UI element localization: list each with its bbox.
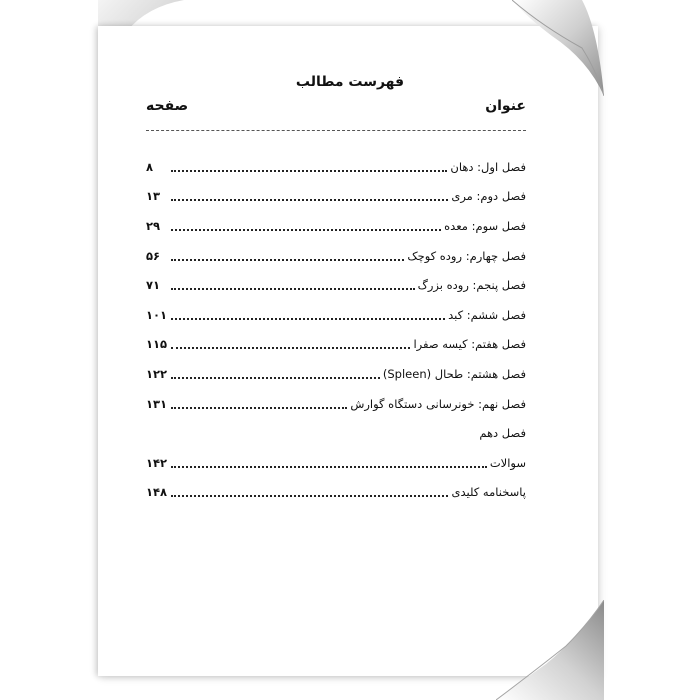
toc-entry bbox=[146, 270, 526, 300]
toc-entry-page: ۵۶ bbox=[146, 248, 161, 263]
toc-entry bbox=[146, 300, 526, 330]
toc-entry-title: فصل دوم: مری bbox=[451, 189, 526, 204]
dot-leader bbox=[171, 288, 415, 290]
dot-leader bbox=[171, 318, 445, 320]
toc-entry bbox=[146, 359, 526, 389]
toc-entry-title: سوالات bbox=[489, 455, 526, 470]
toc-entry bbox=[146, 448, 526, 478]
dot-leader bbox=[171, 407, 347, 409]
dot-leader bbox=[171, 495, 448, 497]
toc-entry-title: فصل چهارم: روده کوچک bbox=[407, 248, 526, 263]
toc-entry bbox=[146, 478, 526, 508]
toc-entry-title: فصل دهم bbox=[479, 426, 526, 441]
toc-entry bbox=[146, 418, 526, 448]
toc-entry-page: ۱۲۲ bbox=[146, 366, 168, 381]
toc-entry-page: ۱۳۱ bbox=[146, 396, 168, 411]
column-heading-page: صفحه bbox=[146, 98, 189, 114]
toc-entry bbox=[146, 389, 526, 419]
page-title: فهرست مطالب bbox=[295, 74, 405, 90]
toc-entry-title: فصل پنجم: روده بزرگ bbox=[417, 278, 526, 293]
table-of-contents bbox=[146, 152, 526, 507]
toc-entry-page: ۱۱۵ bbox=[146, 337, 168, 352]
column-heading-title: عنوان bbox=[485, 98, 526, 114]
dot-leader bbox=[171, 199, 448, 201]
toc-entry-title: فصل اول: دهان bbox=[450, 159, 526, 174]
toc-entry bbox=[146, 211, 526, 241]
dot-leader bbox=[171, 466, 487, 468]
toc-entry-title: پاسخنامه کلیدی bbox=[451, 485, 526, 500]
toc-entry-title: فصل هشتم: طحال (Spleen) bbox=[382, 366, 526, 381]
toc-entry bbox=[146, 241, 526, 271]
divider bbox=[146, 130, 526, 131]
toc-entry-page: ۸ bbox=[146, 159, 154, 174]
page-curl-bottom-right bbox=[496, 600, 604, 700]
toc-entry-page: ۱۴۸ bbox=[146, 485, 168, 500]
toc-entry-page: ۷۱ bbox=[146, 278, 161, 293]
toc-entry-page: ۱۴۲ bbox=[146, 455, 168, 470]
toc-entry-title: فصل ششم: کبد bbox=[448, 307, 526, 322]
dot-leader bbox=[171, 377, 380, 379]
toc-entry-title: فصل نهم: خونرسانی دستگاه گوارش bbox=[350, 396, 526, 411]
toc-entry bbox=[146, 152, 526, 182]
toc-entry bbox=[146, 330, 526, 360]
toc-entry-page: ۱۳ bbox=[146, 189, 161, 204]
toc-entry-title: فصل هفتم: کیسه صفرا bbox=[413, 337, 526, 352]
toc-entry-page: ۲۹ bbox=[146, 218, 161, 233]
dot-leader bbox=[171, 170, 447, 172]
toc-entry-title: فصل سوم: معده bbox=[444, 218, 526, 233]
toc-entry bbox=[146, 182, 526, 212]
dot-leader bbox=[171, 259, 404, 261]
dot-leader bbox=[171, 347, 410, 349]
dot-leader bbox=[171, 229, 441, 231]
toc-entry-page: ۱۰۱ bbox=[146, 307, 168, 322]
